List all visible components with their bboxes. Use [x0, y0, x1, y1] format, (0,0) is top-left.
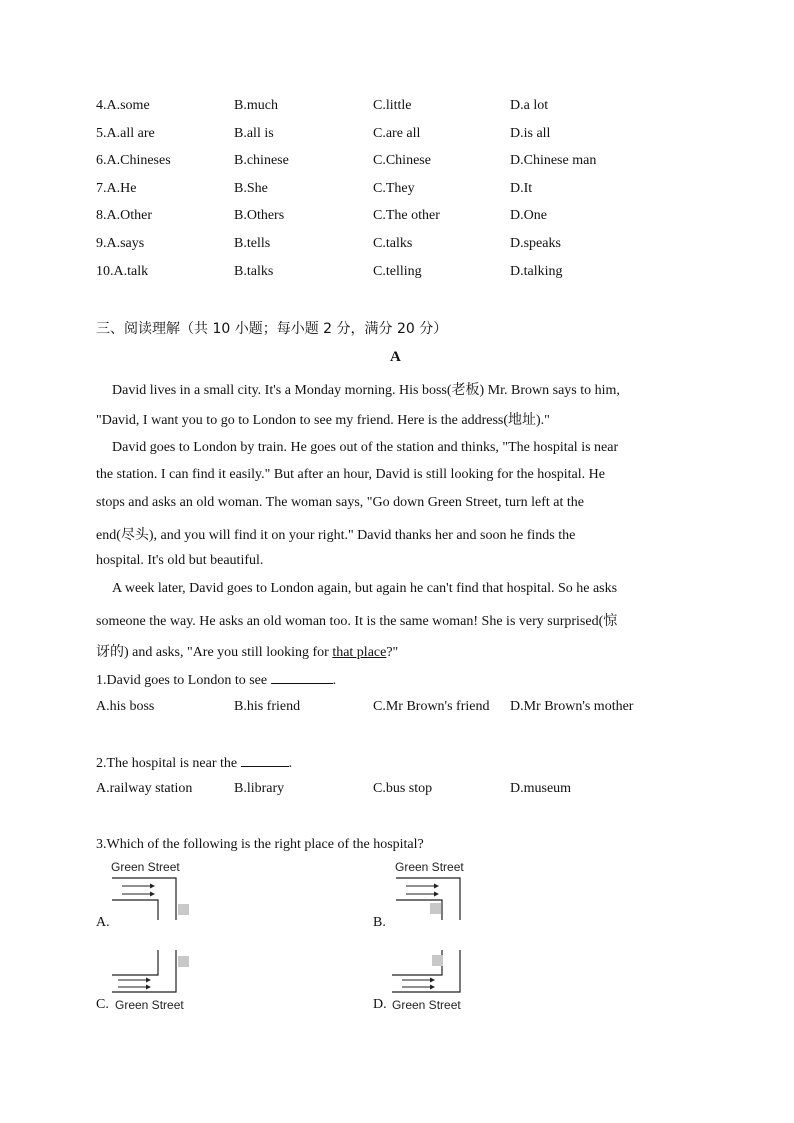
option-a[interactable]: 6.A.Chineses	[96, 153, 171, 168]
question-text: 2.The hospital is near the	[96, 756, 238, 771]
map-option-b	[392, 858, 482, 925]
section-heading: 三、阅读理解（共 10 小题；每小题 2 分，满分 20 分）	[96, 321, 448, 337]
option-b[interactable]: B.talks	[234, 264, 274, 279]
option-d[interactable]: D.One	[510, 208, 547, 223]
option-b[interactable]: B.library	[234, 781, 285, 796]
question-3-stem: 3.Which of the following is the right place of the hospital?	[96, 837, 424, 852]
passage-line: the station. I can find it easily." But after an hour, David is still looking for the hospital. He	[96, 467, 605, 482]
map-option-d	[388, 948, 478, 1019]
answer-blank	[271, 671, 333, 684]
option-c[interactable]: C.The other	[373, 208, 440, 223]
option-a[interactable]: 7.A.He	[96, 181, 137, 196]
street-name-label: Green Street	[395, 860, 464, 874]
option-c[interactable]: C.They	[373, 181, 415, 196]
option-c[interactable]: C.bus stop	[373, 781, 433, 796]
question-1-stem	[96, 671, 336, 689]
option-d-label[interactable]: D.	[373, 997, 387, 1012]
passage-line: stops and asks an old woman. The woman says, "Go down Green Street, turn left at the	[96, 495, 584, 510]
option-a[interactable]: A.railway station	[96, 781, 193, 796]
passage-line: David lives in a small city. It's a Monday morning. His boss(老板) Mr. Brown says to him,	[112, 383, 620, 398]
option-d[interactable]: D.Chinese man	[510, 153, 597, 168]
passage-line: David goes to London by train. He goes out of the station and thinks, "The hospital is near	[112, 440, 619, 455]
question-end: .	[288, 756, 293, 771]
question-2-stem	[96, 754, 292, 772]
option-d[interactable]: D.It	[510, 181, 533, 196]
passage-line	[96, 641, 398, 661]
passage-line: A week later, David goes to London again, but again he can't find that hospital. So he asks	[112, 581, 618, 596]
option-d[interactable]: D.talking	[510, 264, 563, 279]
option-a[interactable]: 5.A.all are	[96, 126, 155, 141]
option-b[interactable]: B.chinese	[234, 153, 289, 168]
option-c[interactable]: C.Chinese	[373, 153, 431, 168]
option-a[interactable]: 10.A.talk	[96, 264, 149, 279]
option-c[interactable]: C.little	[373, 98, 412, 113]
option-b[interactable]: B.She	[234, 181, 268, 196]
street-name-label: Green Street	[115, 998, 184, 1012]
street-name-label: Green Street	[392, 998, 461, 1012]
answer-blank	[241, 754, 289, 767]
passage-text: 讶的) and asks, "Are you still looking for	[96, 645, 333, 660]
passage-text: ?"	[386, 645, 399, 660]
option-d[interactable]: D.Mr Brown's mother	[510, 699, 634, 714]
passage-line: end(尽头), and you will find it on your right." David thanks her and soon he finds the	[96, 528, 576, 543]
street-name-label: Green Street	[111, 860, 180, 874]
option-c[interactable]: C.talks	[373, 236, 413, 251]
option-b-label[interactable]: B.	[373, 915, 386, 930]
option-d[interactable]: D.is all	[510, 126, 551, 141]
option-c[interactable]: C.Mr Brown's friend	[373, 699, 490, 714]
option-c-label[interactable]: C.	[96, 997, 109, 1012]
option-c[interactable]: C.telling	[373, 264, 422, 279]
passage-line: "David, I want you to go to London to see my friend. Here is the address(地址)."	[96, 413, 550, 428]
passage-line: someone the way. He asks an old woman too. It is the same woman! She is very surprised(惊	[96, 614, 618, 629]
option-b[interactable]: B.all is	[234, 126, 274, 141]
option-a[interactable]: 4.A.some	[96, 98, 150, 113]
option-a[interactable]: 9.A.says	[96, 236, 145, 251]
option-a[interactable]: 8.A.Other	[96, 208, 152, 223]
passage-line: hospital. It's old but beautiful.	[96, 553, 264, 568]
option-b[interactable]: B.his friend	[234, 699, 301, 714]
option-c[interactable]: C.are all	[373, 126, 421, 141]
option-a-label[interactable]: A.	[96, 915, 110, 930]
option-d[interactable]: D.museum	[510, 781, 572, 796]
option-a[interactable]: A.his boss	[96, 699, 155, 714]
question-end: .	[332, 673, 337, 688]
underlined-phrase: that place	[332, 645, 387, 660]
option-b[interactable]: B.tells	[234, 236, 271, 251]
map-option-a	[108, 858, 198, 925]
option-d[interactable]: D.a lot	[510, 98, 549, 113]
option-b[interactable]: B.Others	[234, 208, 285, 223]
map-option-c	[108, 948, 198, 1019]
option-d[interactable]: D.speaks	[510, 236, 561, 251]
question-text: 1.David goes to London to see	[96, 673, 268, 688]
option-b[interactable]: B.much	[234, 98, 278, 113]
passage-label: A	[390, 349, 401, 365]
